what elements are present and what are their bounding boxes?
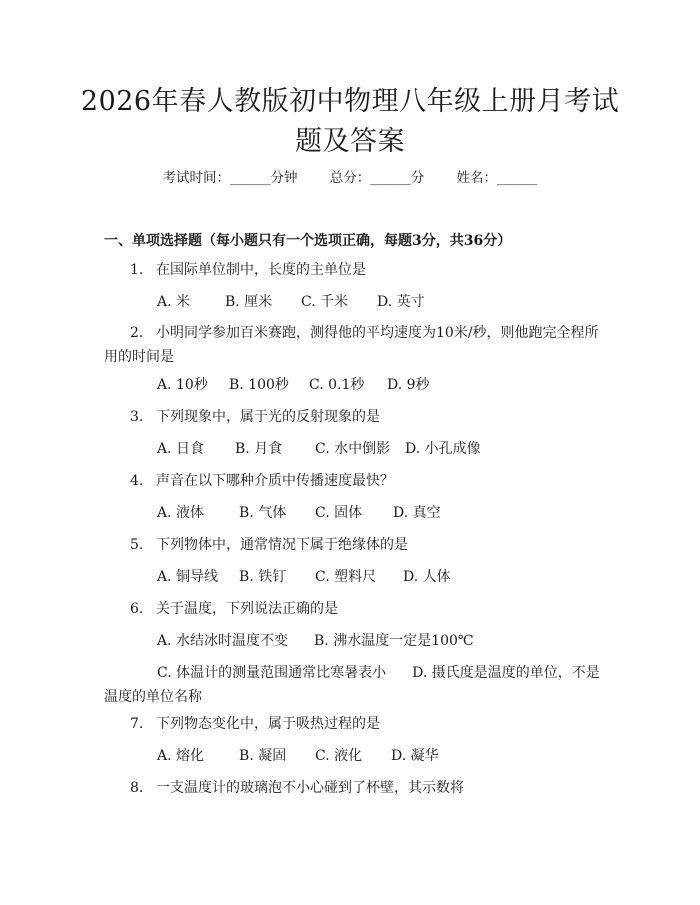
option-a: A. 米 [157, 294, 191, 310]
option-d: D. 真空 [393, 505, 441, 521]
question-8 [104, 776, 604, 800]
option-d: D. 小孔成像 [405, 441, 481, 457]
option-a: A. 日食 [157, 441, 205, 457]
question-4 [104, 469, 604, 493]
option-c: C. 0.1秒 [309, 377, 365, 393]
question-text: 在国际单位制中，长度的主单位是 [156, 262, 366, 278]
option-c: C. 水中倒影 [315, 441, 391, 457]
question-7-options [157, 744, 439, 768]
question-4-options [157, 501, 441, 525]
question-number: 2. [130, 325, 144, 341]
option-b: B. 厘米 [225, 294, 273, 310]
option-b: B. 沸水温度一定是100℃ [314, 633, 474, 649]
option-c: C. 体温计的测量范围通常比寒暑表小 [157, 665, 387, 681]
question-text: 下列物态变化中，属于吸热过程的是 [156, 716, 380, 732]
question-7 [104, 712, 604, 736]
question-text: 下列现象中，属于光的反射现象的是 [156, 409, 380, 425]
option-c: C. 塑料尺 [315, 569, 377, 585]
option-b: B. 铁钉 [239, 569, 287, 585]
question-text: 关于温度，下列说法正确的是 [156, 601, 338, 617]
student-name-field: 姓名：______ [456, 170, 538, 186]
option-d: D. 凝华 [391, 748, 439, 764]
question-3-options [157, 437, 481, 461]
exam-time-field: 考试时间：______分钟 [162, 170, 298, 186]
question-text: 声音在以下哪种介质中传播速度最快？ [156, 473, 394, 489]
question-6 [104, 597, 604, 621]
option-b: B. 月食 [235, 441, 283, 457]
question-3 [104, 405, 604, 429]
option-b: B. 100秒 [229, 377, 289, 393]
question-text: 小明同学参加百米赛跑，测得他的平均速度为10米/秒，则他跑完全程所用的时间是 [104, 325, 599, 365]
section-heading: 一、单项选择题（每小题只有一个选项正确，每题3分，共36分） [104, 233, 512, 249]
question-text: 下列物体中，通常情况下属于绝缘体的是 [156, 537, 408, 553]
question-number: 6. [130, 601, 144, 617]
question-number: 1. [130, 262, 144, 278]
option-d: D. 英寸 [377, 294, 425, 310]
option-d: D. 摄氏度是温度的单位，不是温度的单位名称 [104, 665, 600, 705]
option-a: A. 铜导线 [157, 569, 219, 585]
question-number: 3. [130, 409, 144, 425]
option-c: C. 固体 [315, 505, 363, 521]
question-1-options [157, 290, 425, 314]
option-a: A. 10秒 [157, 377, 208, 393]
option-a: A. 熔化 [157, 748, 205, 764]
option-d: D. 人体 [403, 569, 451, 585]
option-c: C. 液化 [315, 748, 363, 764]
option-a: A. 液体 [157, 505, 205, 521]
question-2-options [157, 373, 430, 397]
question-1 [104, 258, 604, 282]
question-6-options-cd [104, 661, 604, 709]
question-6-options-ab [157, 629, 474, 653]
question-number: 8. [130, 780, 144, 796]
option-b: B. 气体 [239, 505, 287, 521]
question-2 [104, 321, 604, 369]
question-text: 一支温度计的玻璃泡不小心碰到了杯壁，其示数将 [156, 780, 464, 796]
question-number: 5. [130, 537, 144, 553]
option-a: A. 水结冰时温度不变 [157, 633, 289, 649]
exam-meta [0, 166, 700, 186]
total-score-field: 总分：______分 [329, 170, 425, 186]
question-number: 7. [130, 716, 144, 732]
page-title: 2026年春人教版初中物理八年级上册月考试题及答案 [80, 86, 620, 157]
question-5-options [157, 565, 451, 589]
option-d: D. 9秒 [387, 377, 430, 393]
option-b: B. 凝固 [239, 748, 287, 764]
question-5 [104, 533, 604, 557]
option-c: C. 千米 [301, 294, 349, 310]
question-number: 4. [130, 473, 144, 489]
